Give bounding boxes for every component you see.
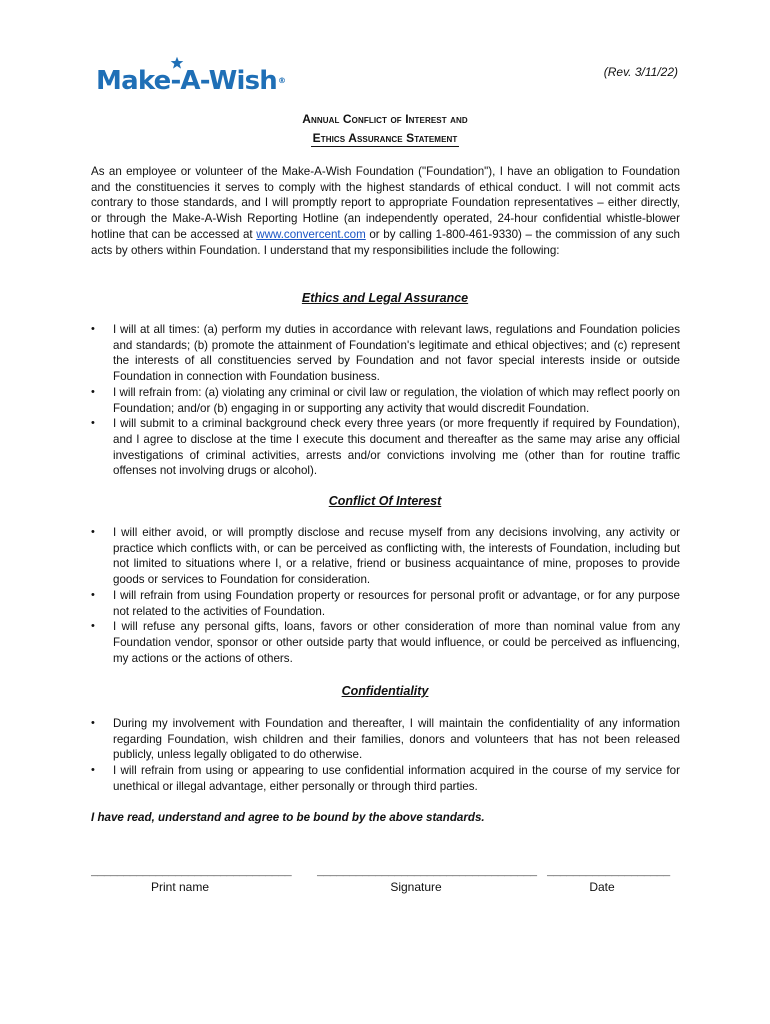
section-heading-ethics: Ethics and Legal Assurance: [301, 291, 469, 305]
list-item: • I will refrain from using or appearing to use confidential information acquired in the course of my service for unethical or illegal advantage, either personally or through third parties.: [91, 763, 680, 794]
document-title-line-1: Annual Conflict of Interest and: [302, 112, 468, 126]
print-name-line[interactable]: _______________________________: [91, 866, 292, 879]
section-heading-confidentiality: Confidentiality: [341, 684, 429, 698]
list-item: • During my involvement with Foundation and thereafter, I will maintain the confidentiality of any information regarding Foundation, wish children and their families, donors and volunteers that has not been released publicly, unless legally obligated to do otherwise.: [91, 716, 680, 763]
confidentiality-list: [91, 716, 680, 795]
intro-text-end: or by calling 1-800-461-9330) – the commission of any such acts by others within Foundation. I understand that my responsibilities include the following:: [91, 227, 680, 257]
intro-text-start: As an employee or volunteer of the Make-A-Wish Foundation ("Foundation"), I have an obligation to Foundation and the constituencies it serves to comply with the highest standards of ethical conduct. I will not commit acts contrary to those standards, and I will promptly report to appropriate Foundation representatives – either directly, or through the Make-A-Wish Reporting Hotline (an independently operated, 24-hour confidential whistle-blower hotline that can be accessed at: [91, 165, 680, 241]
list-item: • I will refrain from: (a) violating any criminal or civil law or regulation, the violation of which may reflect poorly on Foundation; and/or (b) engaging in or supporting any activity that would discredit Foundation.: [91, 385, 680, 416]
section-heading-conflict: Conflict Of Interest: [328, 494, 442, 508]
logo-text: Make-A-Wish: [96, 66, 277, 96]
list-item: • I will refuse any personal gifts, loans, favors or other consideration of more than nominal value from any Foundation vendor, sponsor or other outside party that would influence, or could be perceived as influencing, my actions or the actions of others.: [91, 619, 680, 666]
document-title-line-2: [0, 131, 770, 145]
date-line[interactable]: ___________________: [547, 866, 670, 879]
registered-mark: ®: [277, 76, 286, 85]
list-item: • I will submit to a criminal background check every three years (or more frequently if required by Foundation), and I agree to disclose at the time I execute this document and thereafter as the same may arise any official investigations of criminal activities, arrests and/or convictions involving me (other than for routine traffic offenses not involving drugs or alcohol).: [91, 416, 680, 479]
intro-paragraph: [91, 164, 680, 258]
list-item: • I will at all times: (a) perform my duties in accordance with relevant laws, regulations and Foundation policies and standards; (b) promote the attainment of Foundation's legitimate and ethical objectives; and (c) represent the interests of all constituencies served by Foundation and not favor special interests inside or outside Foundation in connection with Foundation business.: [91, 322, 680, 385]
signature-label: Signature: [390, 880, 442, 894]
revision-date: (Rev. 3/11/22): [603, 65, 678, 79]
list-item: • I will either avoid, or will promptly disclose and recuse myself from any decisions involving, any activity or practice which conflicts with, or can be perceived as conflicting with, the interests of Foundation, including but not limited to situations where I, or a relative, friend or business acquaintance of mine, proposes to provide goods or services to Foundation for consideration.: [91, 525, 680, 588]
convercent-link[interactable]: www.convercent.com: [256, 227, 366, 241]
document-title-line-2-text: Ethics Assurance Statement: [312, 131, 458, 145]
list-item: • I will refrain from using Foundation property or resources for personal profit or advantage, or for any purpose not related to the activities of Foundation.: [91, 588, 680, 619]
print-name-label: Print name: [150, 880, 210, 894]
date-label: Date: [589, 880, 615, 894]
signature-line[interactable]: __________________________________: [317, 866, 537, 879]
conflict-list: [91, 525, 680, 666]
make-a-wish-logo: [96, 66, 285, 96]
agreement-statement: I have read, understand and agree to be bound by the above standards.: [91, 811, 485, 824]
ethics-list: [91, 322, 680, 479]
